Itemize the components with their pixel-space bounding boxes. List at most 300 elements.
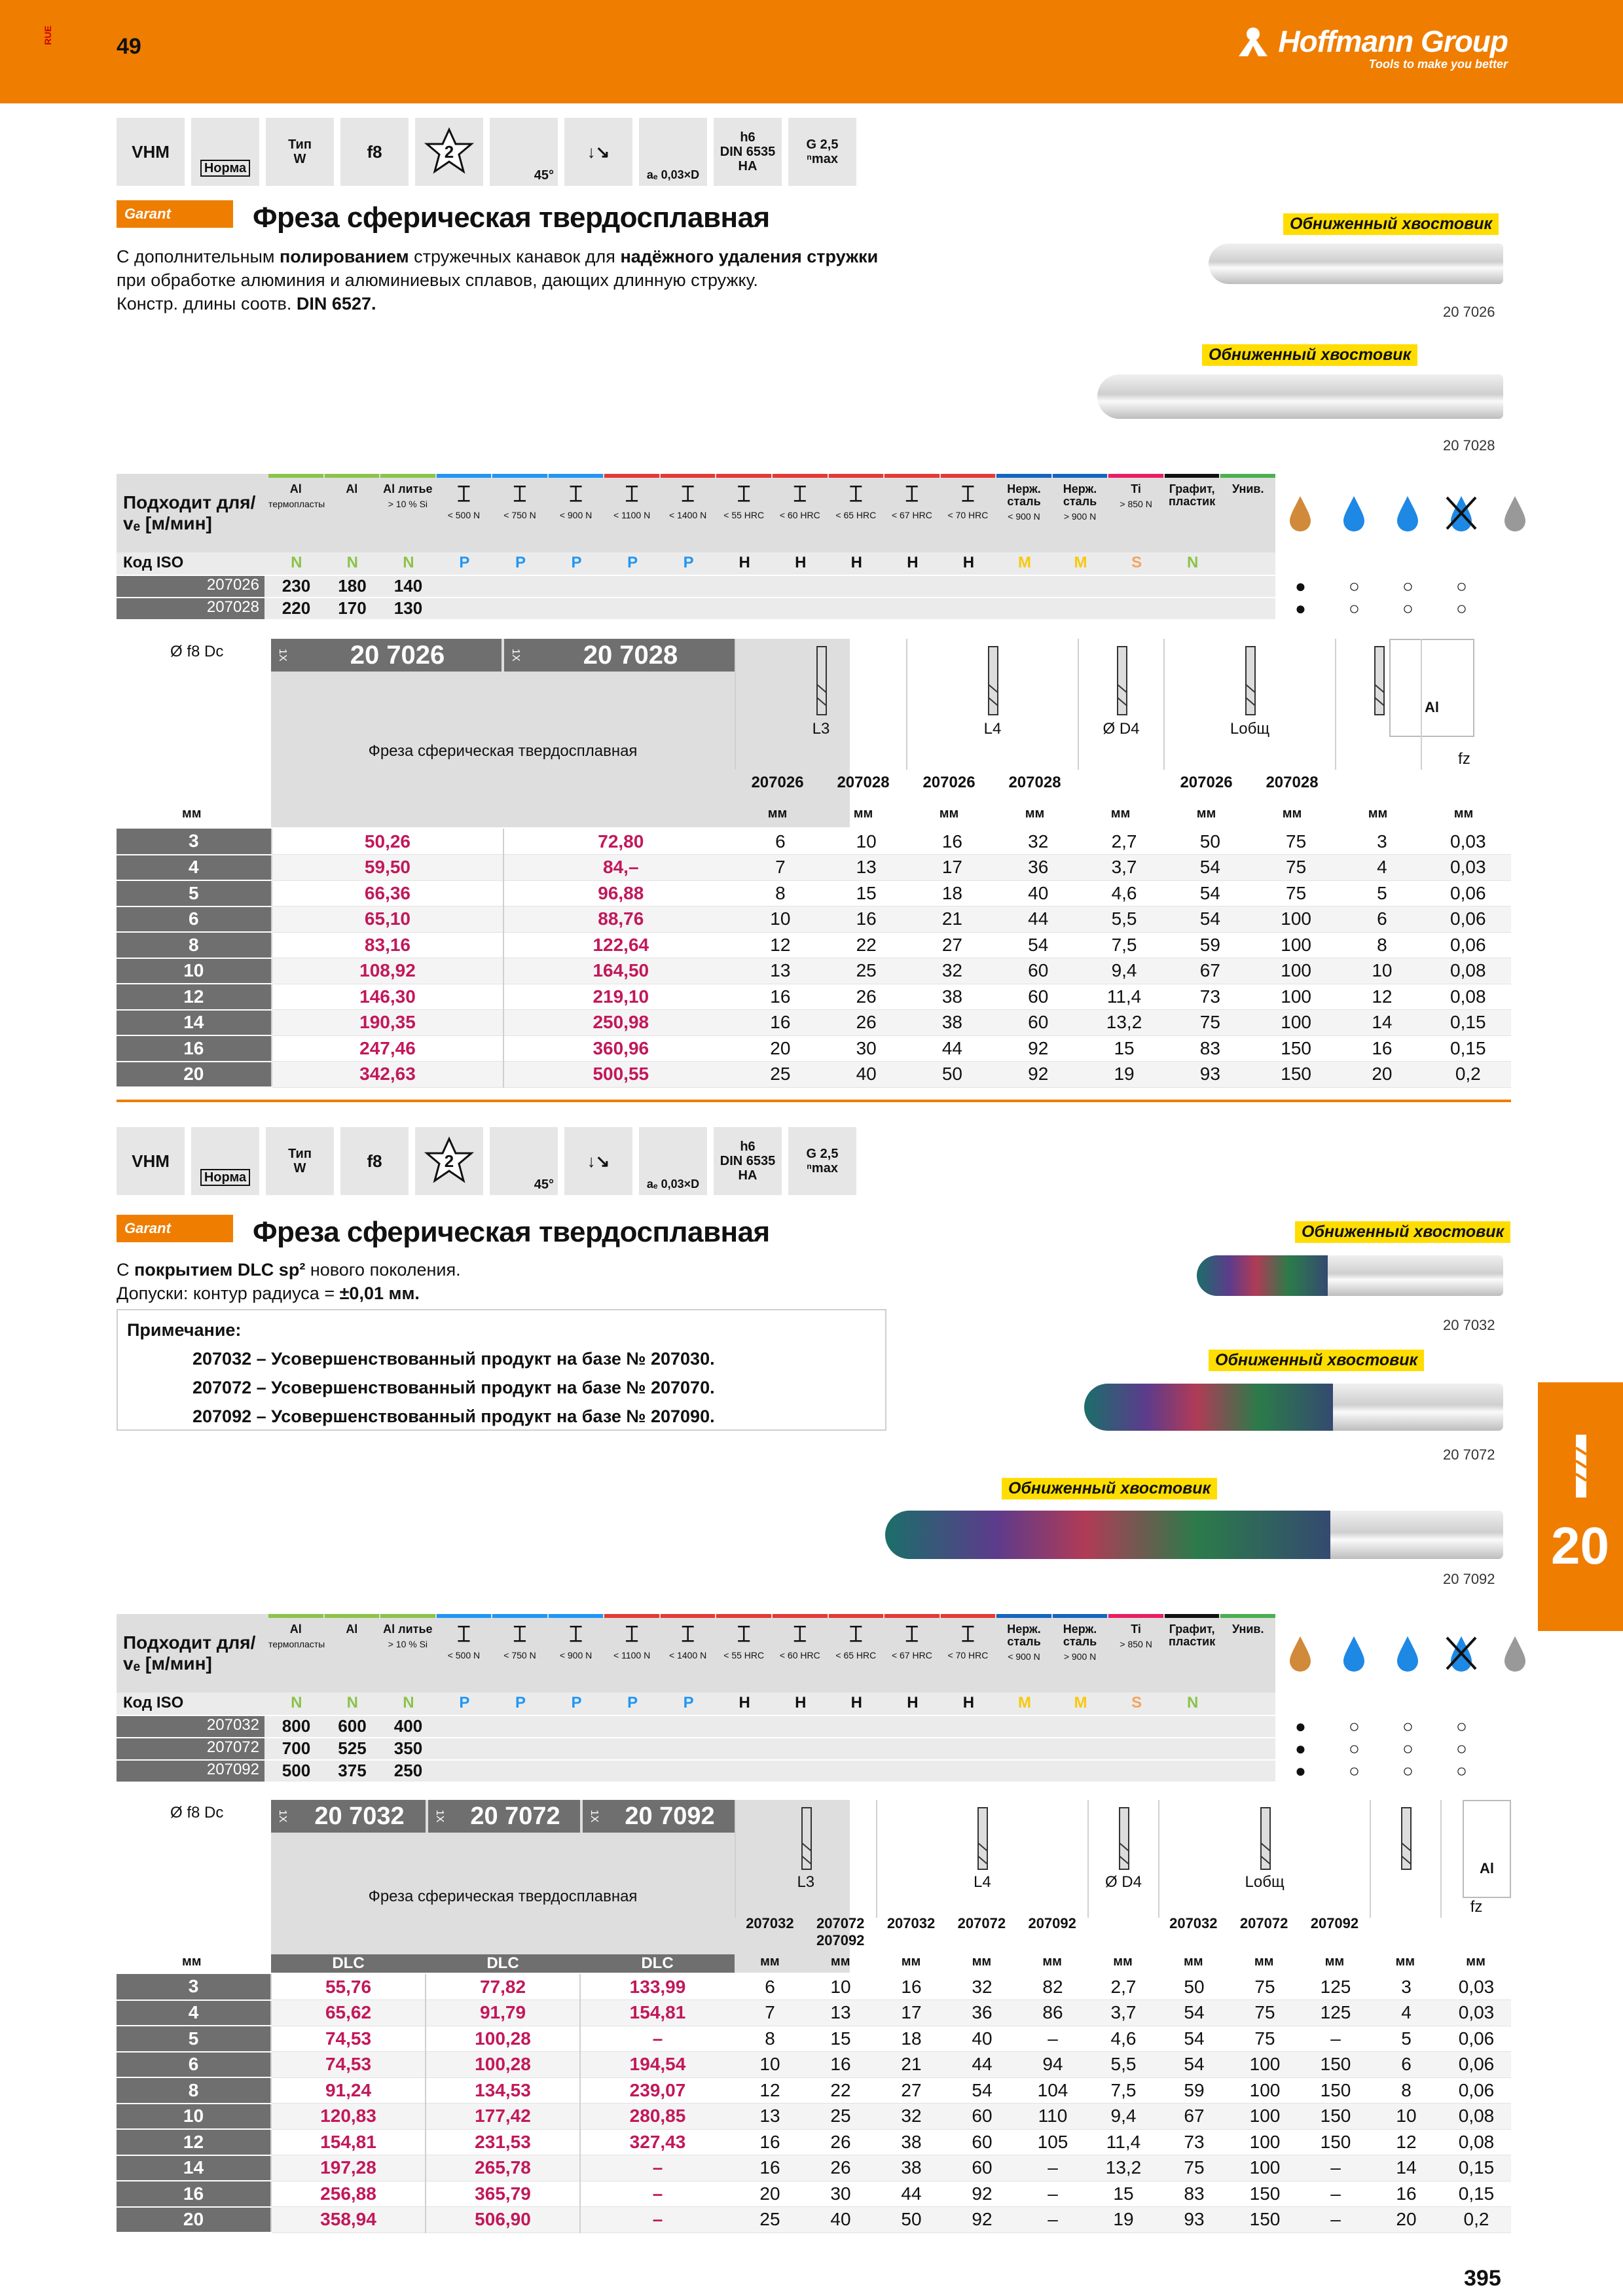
dimension-cell: 54 xyxy=(1159,2052,1230,2078)
unit-mm: мм xyxy=(182,1954,202,1969)
unit-mm: мм xyxy=(939,806,959,821)
product-code: 20 7032 xyxy=(314,1802,405,1830)
diameter-cell: 8 xyxy=(117,2077,271,2104)
unit-mm: мм xyxy=(1282,806,1302,821)
dimension-cell: 20 xyxy=(735,2181,805,2207)
dimension-cell: 32 xyxy=(995,829,1081,855)
price-cell: 360,96 xyxy=(503,1035,737,1062)
dimension-cell: 9,4 xyxy=(1088,2104,1159,2130)
fz-al-box: Al xyxy=(1389,639,1474,737)
material-spec: > 10 % Si xyxy=(388,498,428,509)
suitability-dot: ○ xyxy=(1349,576,1360,596)
dimension-cell: 12 xyxy=(1371,2129,1442,2155)
dimension-cell: 32 xyxy=(947,1974,1017,2000)
material-column xyxy=(1220,474,1275,552)
material-spec: < 67 HRC xyxy=(891,1649,932,1660)
water-drop-icon xyxy=(1336,493,1372,533)
dimension-cell: 27 xyxy=(909,932,995,958)
dimension-cell: 100 xyxy=(1230,2077,1300,2104)
dimension-cell: 54 xyxy=(1159,2026,1230,2052)
dimension-cell: 100 xyxy=(1253,906,1339,933)
price-cell: 239,07 xyxy=(580,2077,735,2104)
table-row xyxy=(117,958,1511,984)
dimension-symbol xyxy=(1335,639,1421,770)
material-column xyxy=(1165,1614,1220,1693)
page-number: 395 xyxy=(1464,2266,1501,2291)
dimension-cell: 50 xyxy=(909,1062,995,1088)
hoffmann-logo-icon xyxy=(1236,26,1270,58)
dc-label: Ø f8 Dc xyxy=(170,1804,224,1821)
dimension-cell: 5 xyxy=(1339,880,1425,906)
oil-drop-icon xyxy=(1282,493,1319,533)
iso-code: P xyxy=(627,554,638,571)
dimension-label: Ø D4 xyxy=(1104,1873,1142,1891)
dimension-symbol xyxy=(1440,1800,1511,1918)
dimension-cell: 82 xyxy=(1017,1974,1088,2000)
dimension-cell: 125 xyxy=(1300,2000,1371,2026)
coating-row: DLC DLC DLC xyxy=(271,1954,735,1973)
material-column xyxy=(549,1614,604,1693)
dimension-cell: 36 xyxy=(995,855,1081,881)
dimension-symbol xyxy=(1370,1800,1440,1918)
material-name: Al xyxy=(289,482,302,495)
dimension-cell: 75 xyxy=(1253,855,1339,881)
diameter-cell: 3 xyxy=(117,829,272,855)
dimension-cell: 20 xyxy=(1371,2207,1442,2233)
cutting-speed-value: 130 xyxy=(393,598,423,618)
column-subheader: 207092 xyxy=(1310,1915,1359,1931)
dimension-cell: 16 xyxy=(805,2052,876,2078)
dimension-cell: 7,5 xyxy=(1081,932,1167,958)
dimension-cell: 6 xyxy=(1371,2052,1442,2078)
product-title-2: Фреза сферическая твердосплавная xyxy=(253,1216,770,1248)
depth-icon: aₑ 0,03×D xyxy=(639,118,707,186)
cutting-speed-value: 170 xyxy=(338,598,367,618)
product-code: 20 7026 xyxy=(350,640,445,670)
table-row xyxy=(117,2026,1511,2052)
tool-image-207028 xyxy=(1097,374,1503,419)
price-cell: 74,53 xyxy=(271,2026,426,2052)
dimension-symbol xyxy=(1421,639,1506,770)
dimension-cell: 105 xyxy=(1017,2129,1088,2155)
material-column xyxy=(268,474,323,552)
material-column xyxy=(884,474,939,552)
shank-din-icon: h6 DIN 6535 HA xyxy=(714,1127,782,1195)
material-spec: > 850 N xyxy=(1120,498,1152,509)
diameter-cell: 5 xyxy=(117,2026,271,2052)
price-cell: 108,92 xyxy=(272,958,504,984)
price-cell: 84,– xyxy=(503,855,737,881)
dimension-cell: 13 xyxy=(735,2104,805,2130)
dimension-cell: 12 xyxy=(737,932,823,958)
material-column xyxy=(380,474,435,552)
dimension-cell: 13 xyxy=(824,855,909,881)
plunge-icon: ↓↘ xyxy=(564,1127,632,1195)
dimension-cell: 38 xyxy=(876,2155,947,2181)
chapter-number: 20 xyxy=(1551,1516,1609,1575)
dimension-cell: 26 xyxy=(824,984,909,1010)
material-columns xyxy=(268,1614,1277,1693)
speed-row xyxy=(117,1716,1511,1738)
dimension-cell: 0,08 xyxy=(1442,2104,1511,2130)
price-cell: 100,28 xyxy=(426,2052,580,2078)
material-spec: > 900 N xyxy=(1063,1651,1097,1662)
column-subheader: 207026 xyxy=(922,774,976,791)
reduced-shank-callout: Обниженный хвостовик xyxy=(1283,213,1499,235)
dimension-cell: 6 xyxy=(735,1974,805,2000)
material-column xyxy=(1108,474,1163,552)
dimension-cell: 50 xyxy=(876,2207,947,2233)
dimension-cell: 10 xyxy=(805,1974,876,2000)
dimension-table-1: Ø f8 Dc 1X 20 7026 1X 20 7028 Фреза сферическая твердосплавная Al L3 L4 Ø D4 Lобщ fz 207026 мм 207028 мм 207026 мм 207028 мм мм 207026 мм 207028 мм мм мм мм 3 50,26 72,80 6 10 16 32 2,7 50 75 3 0,03 4 59,50 84,– 7 13 17 36 3,7 54 75 4 0,03 5 66,36 96,88 8 15 18 40 4,6 54 75 5 0,06 6 65,10 88,76 10 16 21 44 5,5 54 100 6 0,06 8 83,16 122,64 12 22 27 54 7,5 59 100 8 0,06 10 108,92 164,50 13 25 32 60 9,4 67 100 10 0,08 12 146,30 219,10 16 26 38 60 11,4 73 100 12 0,08 14 190,35 250,98 16 26 38 60 13,2 75 100 14 0,15 16 247,46 360,96 20 30 44 92 15 83 150 16 0,15 20 342,63 500,55 25 40 50 92 19 93 150 20 0,2 xyxy=(117,639,1511,1088)
material-column xyxy=(325,474,380,552)
dimension-cell: 16 xyxy=(1371,2181,1442,2207)
price-cell: 100,28 xyxy=(426,2026,580,2052)
dimension-cell: 38 xyxy=(909,984,995,1010)
dimension-cell: 25 xyxy=(735,2207,805,2233)
price-cell: 265,78 xyxy=(426,2155,580,2181)
iso-code: M xyxy=(1074,1694,1087,1712)
dimension-cell: 13,2 xyxy=(1081,1010,1167,1036)
material-column xyxy=(325,1614,380,1693)
dimension-cell: 26 xyxy=(805,2129,876,2155)
dimension-cell: 4 xyxy=(1371,2000,1442,2026)
beam-icon: ⌶ xyxy=(569,1622,583,1647)
tool-image-207032 xyxy=(1197,1255,1503,1296)
mist-icon xyxy=(1389,1634,1426,1673)
dimension-cell: 3,7 xyxy=(1088,2000,1159,2026)
material-spec: < 500 N xyxy=(447,509,481,520)
dimension-cell: 0,15 xyxy=(1425,1035,1511,1062)
drill-icon xyxy=(1568,1435,1594,1498)
dimension-cell: 11,4 xyxy=(1088,2129,1159,2155)
section-divider xyxy=(117,1100,1511,1102)
dimension-cell: 44 xyxy=(995,906,1081,933)
table-row xyxy=(117,2052,1511,2078)
product-description-1: С дополнительным полированием стружечных канавок для надёжного удаления стружки при обработке алюминия и алюминиевых сплавов, дающих длинную стружку. Констр. длины соотв. DIN 6527. xyxy=(117,247,879,314)
iso-code: N xyxy=(1186,1694,1199,1712)
material-column xyxy=(268,1614,323,1693)
suitability-dot: ○ xyxy=(1349,1738,1360,1759)
dimension-cell: 73 xyxy=(1167,984,1253,1010)
material-spec: > 10 % Si xyxy=(388,1638,428,1649)
material-spec: < 65 HRC xyxy=(835,1649,877,1660)
material-spec: < 900 N xyxy=(559,1649,593,1660)
norm-icon: Норма xyxy=(191,118,259,186)
iso-code: H xyxy=(850,1694,862,1712)
material-name: Унив. xyxy=(1231,482,1264,495)
dimension-cell: 25 xyxy=(737,1062,823,1088)
vhm-icon: VHM xyxy=(117,118,185,186)
material-column xyxy=(996,474,1051,552)
material-column xyxy=(716,474,771,552)
beam-icon: ⌶ xyxy=(513,482,527,507)
reduced-shank-callout: Обниженный хвостовик xyxy=(1295,1221,1510,1243)
diameter-cell: 20 xyxy=(117,1062,272,1088)
dimension-cell: 54 xyxy=(1167,906,1253,933)
mist-icon xyxy=(1389,493,1426,533)
dimension-cell: 100 xyxy=(1253,932,1339,958)
beam-icon: ⌶ xyxy=(569,482,583,507)
material-column xyxy=(604,474,659,552)
dimension-cell: 59 xyxy=(1159,2077,1230,2104)
material-spec: < 55 HRC xyxy=(723,1649,765,1660)
table-row xyxy=(117,2129,1511,2155)
material-name: Графит, пластик xyxy=(1169,1623,1216,1648)
suitability-dot: ○ xyxy=(1402,576,1413,596)
price-cell: – xyxy=(580,2207,735,2233)
table-row xyxy=(117,2104,1511,2130)
material-spec: < 900 N xyxy=(559,509,593,520)
dimension-cell: 75 xyxy=(1159,2155,1230,2181)
dimension-cell: 2,7 xyxy=(1088,1974,1159,2000)
product-name: Фреза сферическая твердосплавная xyxy=(368,1888,638,1905)
price-cell: – xyxy=(580,2181,735,2207)
price-cell: 256,88 xyxy=(271,2181,426,2207)
suitability-dot: ○ xyxy=(1402,1738,1413,1759)
dimension-cell: 25 xyxy=(805,2104,876,2130)
diameter-cell: 14 xyxy=(117,2155,271,2181)
iso-code: P xyxy=(515,1694,526,1712)
dimension-cell: 15 xyxy=(805,2026,876,2052)
table-row xyxy=(117,1974,1511,2000)
tool-image-207092 xyxy=(885,1511,1503,1559)
diameter-cell: 5 xyxy=(117,880,272,906)
dimension-cell: 13 xyxy=(737,958,823,984)
dimension-cell: 10 xyxy=(737,906,823,933)
table-row xyxy=(117,2077,1511,2104)
suitable-for-label: Подходит для/ xyxy=(123,492,256,512)
dimension-cell: 30 xyxy=(805,2181,876,2207)
cutting-speed-value: 400 xyxy=(393,1716,423,1736)
dimension-cell: – xyxy=(1017,2026,1088,2052)
dimension-cell: 150 xyxy=(1300,2129,1371,2155)
flutes-icon: 2 xyxy=(415,118,483,186)
price-cell: 197,28 xyxy=(271,2155,426,2181)
material-name: Al литье xyxy=(383,1623,433,1636)
dimension-cell: 8 xyxy=(1339,932,1425,958)
price-cell: 506,90 xyxy=(426,2207,580,2233)
dimension-cell: 6 xyxy=(737,829,823,855)
dimension-cell: 0,06 xyxy=(1442,2026,1511,2052)
unit-mm: мм xyxy=(1395,1954,1415,1969)
dimension-cell: 100 xyxy=(1253,984,1339,1010)
dimension-cell: 7 xyxy=(735,2000,805,2026)
dimension-cell: 54 xyxy=(1159,2000,1230,2026)
product-code: 20 7092 xyxy=(625,1802,715,1830)
dimension-cell: 60 xyxy=(947,2104,1017,2130)
dimension-cell: 8 xyxy=(735,2026,805,2052)
suitability-dot: ● xyxy=(1295,1738,1306,1759)
dimension-cell: 3 xyxy=(1339,829,1425,855)
dimension-cell: 75 xyxy=(1167,1010,1253,1036)
material-table-1 xyxy=(117,474,1511,637)
material-columns xyxy=(268,474,1277,552)
dimension-cell: 8 xyxy=(1371,2077,1442,2104)
tool-dimension-icon xyxy=(1110,1806,1137,1872)
unit-mm: мм xyxy=(1042,1954,1062,1969)
material-column xyxy=(661,474,716,552)
dimension-cell: 100 xyxy=(1253,958,1339,984)
price-cell: 66,36 xyxy=(272,880,504,906)
dimension-label: L4 xyxy=(983,720,1002,738)
dimension-cell: 15 xyxy=(824,880,909,906)
material-spec: < 900 N xyxy=(1008,511,1040,522)
dimension-cell: 13 xyxy=(805,2000,876,2026)
dimension-cell: 100 xyxy=(1230,2104,1300,2130)
price-cell: 59,50 xyxy=(272,855,504,881)
column-subheader: 207028 xyxy=(1266,774,1319,791)
dimension-cell: 36 xyxy=(947,2000,1017,2026)
plunge-icon: ↓↘ xyxy=(564,118,632,186)
dimension-cell: 110 xyxy=(1017,2104,1088,2130)
beam-icon: ⌶ xyxy=(457,482,471,507)
cutting-speed-value: 375 xyxy=(338,1761,367,1780)
price-cell: 164,50 xyxy=(503,958,737,984)
dimension-cell: 4,6 xyxy=(1081,880,1167,906)
iso-code: H xyxy=(795,1694,807,1712)
price-cell: 231,53 xyxy=(426,2129,580,2155)
unit-mm: мм xyxy=(1324,1954,1345,1969)
dimension-cell: 0,03 xyxy=(1425,829,1511,855)
dimension-cell: 13,2 xyxy=(1088,2155,1159,2181)
suitability-dot: ○ xyxy=(1456,1761,1467,1781)
dimension-cell: 40 xyxy=(805,2207,876,2233)
iso-label: Код ISO xyxy=(123,1694,184,1712)
cutting-speed-value: 800 xyxy=(282,1716,311,1736)
dimension-symbol xyxy=(906,639,1078,770)
material-name: Al xyxy=(289,1623,302,1636)
cutting-speed-value: 525 xyxy=(338,1738,367,1758)
dimension-cell: 54 xyxy=(947,2077,1017,2104)
dimension-cell: 19 xyxy=(1088,2207,1159,2233)
type-icon: Тип W xyxy=(266,1127,334,1195)
spec-icons-2 xyxy=(117,1127,856,1195)
dimension-cell: 15 xyxy=(1088,2181,1159,2207)
dimension-cell: 100 xyxy=(1230,2129,1300,2155)
material-column xyxy=(829,474,884,552)
iso-code: N xyxy=(1186,554,1199,571)
cutting-speed-value: 350 xyxy=(393,1738,423,1758)
price-cell: 133,99 xyxy=(580,1974,735,2000)
dimension-cell: 30 xyxy=(824,1035,909,1062)
dimension-cell: 0,06 xyxy=(1425,880,1511,906)
iso-code: N xyxy=(346,554,358,571)
dimension-cell: 21 xyxy=(876,2052,947,2078)
dimension-cell: 12 xyxy=(735,2077,805,2104)
dimension-cell: 18 xyxy=(909,880,995,906)
speed-row-code: 207026 xyxy=(117,576,264,597)
material-spec: < 1100 N xyxy=(613,1649,651,1660)
suitability-dot: ○ xyxy=(1456,576,1467,596)
dimension-cell: 0,08 xyxy=(1425,958,1511,984)
garant-brand: Garant xyxy=(117,1215,233,1242)
table-row xyxy=(117,1035,1511,1062)
price-cell: 50,26 xyxy=(272,829,504,855)
cutting-speed-value: 700 xyxy=(282,1738,311,1758)
dimension-cell: 60 xyxy=(947,2129,1017,2155)
suitability-dot: ● xyxy=(1295,598,1306,619)
unit-mm: мм xyxy=(1254,1954,1274,1969)
reduced-shank-callout: Обниженный хвостовик xyxy=(1202,344,1417,366)
tool-dimension-icon xyxy=(969,1806,995,1872)
tool-dimension-icon xyxy=(979,645,1006,717)
dimension-cell: – xyxy=(1300,2026,1371,2052)
dimension-cell: 8 xyxy=(737,880,823,906)
material-column xyxy=(1165,474,1220,552)
dimension-symbol xyxy=(1158,1800,1370,1918)
dimension-cell: 75 xyxy=(1253,829,1339,855)
diameter-cell: 12 xyxy=(117,2129,271,2155)
dimension-cell: 32 xyxy=(909,958,995,984)
dimension-cell: 11,4 xyxy=(1081,984,1167,1010)
dimension-cell: 150 xyxy=(1253,1062,1339,1088)
table-row xyxy=(117,2155,1511,2181)
diameter-cell: 4 xyxy=(117,2000,271,2026)
diameter-cell: 10 xyxy=(117,958,272,984)
material-name: Нерж. сталь xyxy=(1063,1623,1097,1648)
no-coolant-icon xyxy=(1443,493,1480,533)
spec-icons-1 xyxy=(117,118,856,186)
beam-icon: ⌶ xyxy=(625,1622,639,1647)
beam-icon: ⌶ xyxy=(625,482,639,507)
dimension-cell: 16 xyxy=(735,2129,805,2155)
dimension-cell: 0,08 xyxy=(1442,2129,1511,2155)
material-column xyxy=(829,1614,884,1693)
dimension-cell: 16 xyxy=(876,1974,947,2000)
price-cell: 120,83 xyxy=(271,2104,426,2130)
material-spec: < 1400 N xyxy=(669,509,707,520)
dimension-symbol xyxy=(876,1800,1087,1918)
speed-row-code: 207072 xyxy=(117,1738,264,1759)
dimension-symbol xyxy=(1163,639,1335,770)
dimension-cell: 5 xyxy=(1371,2026,1442,2052)
dimension-cell: 22 xyxy=(805,2077,876,2104)
tool-dimension-icon xyxy=(1237,645,1263,717)
dimension-cell: 19 xyxy=(1081,1062,1167,1088)
price-cell: 358,94 xyxy=(271,2207,426,2233)
dimension-cell: 3 xyxy=(1371,1974,1442,2000)
column-subheader: 207092 xyxy=(1028,1915,1076,1931)
material-name: Ti xyxy=(1131,1623,1141,1636)
dimension-headers xyxy=(735,1800,1511,1973)
dimension-cell: 150 xyxy=(1300,2077,1371,2104)
vhm-icon: VHM xyxy=(117,1127,185,1195)
table-row xyxy=(117,2207,1511,2233)
material-spec: < 70 HRC xyxy=(947,509,989,520)
dimension-cell: 25 xyxy=(824,958,909,984)
material-name: Al xyxy=(346,1623,358,1636)
dimension-cell: 50 xyxy=(1167,829,1253,855)
suitability-dot: ○ xyxy=(1456,1738,1467,1759)
tool-dimension-icon xyxy=(1108,645,1135,717)
dimension-cell: 104 xyxy=(1017,2077,1088,2104)
speed-row xyxy=(117,1761,1511,1783)
helix-angle-icon: 45° xyxy=(490,1127,558,1195)
diameter-cell: 10 xyxy=(117,2104,271,2130)
product-description-2: С покрытием DLC sp² нового поколения. Допуски: контур радиуса = ±0,01 мм. xyxy=(117,1260,461,1303)
dimension-cell: 54 xyxy=(1167,855,1253,881)
dimension-cell: 150 xyxy=(1300,2104,1371,2130)
dimension-cell: 86 xyxy=(1017,2000,1088,2026)
price-cell: 134,53 xyxy=(426,2077,580,2104)
column-subheader: 207032 xyxy=(746,1915,794,1931)
dimension-cell: 93 xyxy=(1159,2207,1230,2233)
material-column xyxy=(941,1614,996,1693)
material-column xyxy=(380,1614,435,1693)
unit-mm: мм xyxy=(1113,1954,1133,1969)
beam-icon: ⌶ xyxy=(849,1622,863,1647)
